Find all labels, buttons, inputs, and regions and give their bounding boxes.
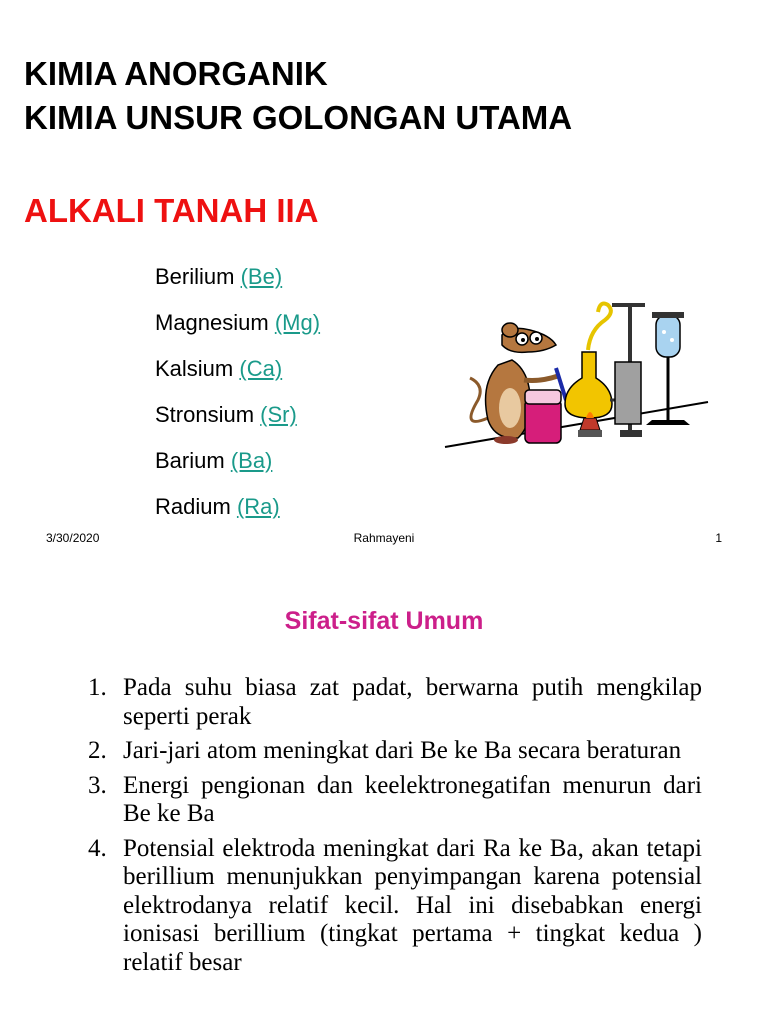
scientist-rat-lab-clipart-icon	[440, 290, 710, 455]
item-number: 4.	[88, 834, 107, 862]
element-list	[155, 260, 320, 536]
footer-author: Rahmayeni	[353, 531, 415, 545]
element-symbol-link[interactable]: (Sr)	[260, 402, 297, 427]
element-name: Stronsium	[155, 402, 255, 427]
item-number: 2.	[88, 737, 107, 764]
item-text: Jari-jari atom meningkat dari Be ke Ba secara beraturan	[123, 737, 682, 764]
element-name: Kalsium	[155, 356, 234, 381]
element-name: Magnesium	[155, 310, 269, 335]
properties-list	[88, 674, 702, 983]
list-item	[88, 772, 702, 829]
element-item	[155, 398, 320, 444]
list-item	[88, 737, 702, 766]
element-item	[155, 306, 320, 352]
slide-2	[0, 560, 768, 1024]
element-symbol-link[interactable]: (Mg)	[274, 310, 321, 335]
element-symbol-link[interactable]: (Ra)	[236, 494, 280, 519]
title-line-2: KIMIA UNSUR GOLONGAN UTAMA	[24, 99, 573, 136]
item-text: Potensial elektroda meningkat dari Ra ke Ba, akan tetapi berillium menunjukkan penyimpangan karena potensial elektrodanya relatif kecil. Hal ini disebabkan energi ionisasi berillium (tingkat pertama + tingkat kedua ) relatif besar	[123, 834, 702, 976]
footer-page-number: 1	[715, 531, 722, 545]
element-item	[155, 260, 320, 306]
element-symbol-link[interactable]: (Ba)	[230, 448, 273, 473]
element-name: Berilium	[155, 264, 235, 289]
element-item	[155, 444, 320, 490]
element-symbol-link[interactable]: (Be)	[240, 264, 283, 289]
list-item	[88, 835, 702, 978]
list-item	[88, 674, 702, 731]
footer-date: 3/30/2020	[46, 531, 100, 545]
item-number: 3.	[88, 771, 107, 799]
item-number: 1.	[88, 674, 107, 701]
element-name: Radium	[155, 494, 231, 519]
item-text: Energi pengionan dan keelektronegatifan menurun dari Be ke Ba	[123, 771, 702, 827]
section-title: Sifat-sifat Umum	[284, 607, 484, 635]
title-line-1: KIMIA ANORGANIK	[24, 55, 328, 92]
element-item	[155, 352, 320, 398]
element-name: Barium	[155, 448, 225, 473]
subtitle: ALKALI TANAH IIA	[24, 192, 319, 229]
item-text: Pada suhu biasa zat padat, berwarna putih mengkilap seperti perak	[123, 674, 702, 730]
element-symbol-link[interactable]: (Ca)	[239, 356, 283, 381]
